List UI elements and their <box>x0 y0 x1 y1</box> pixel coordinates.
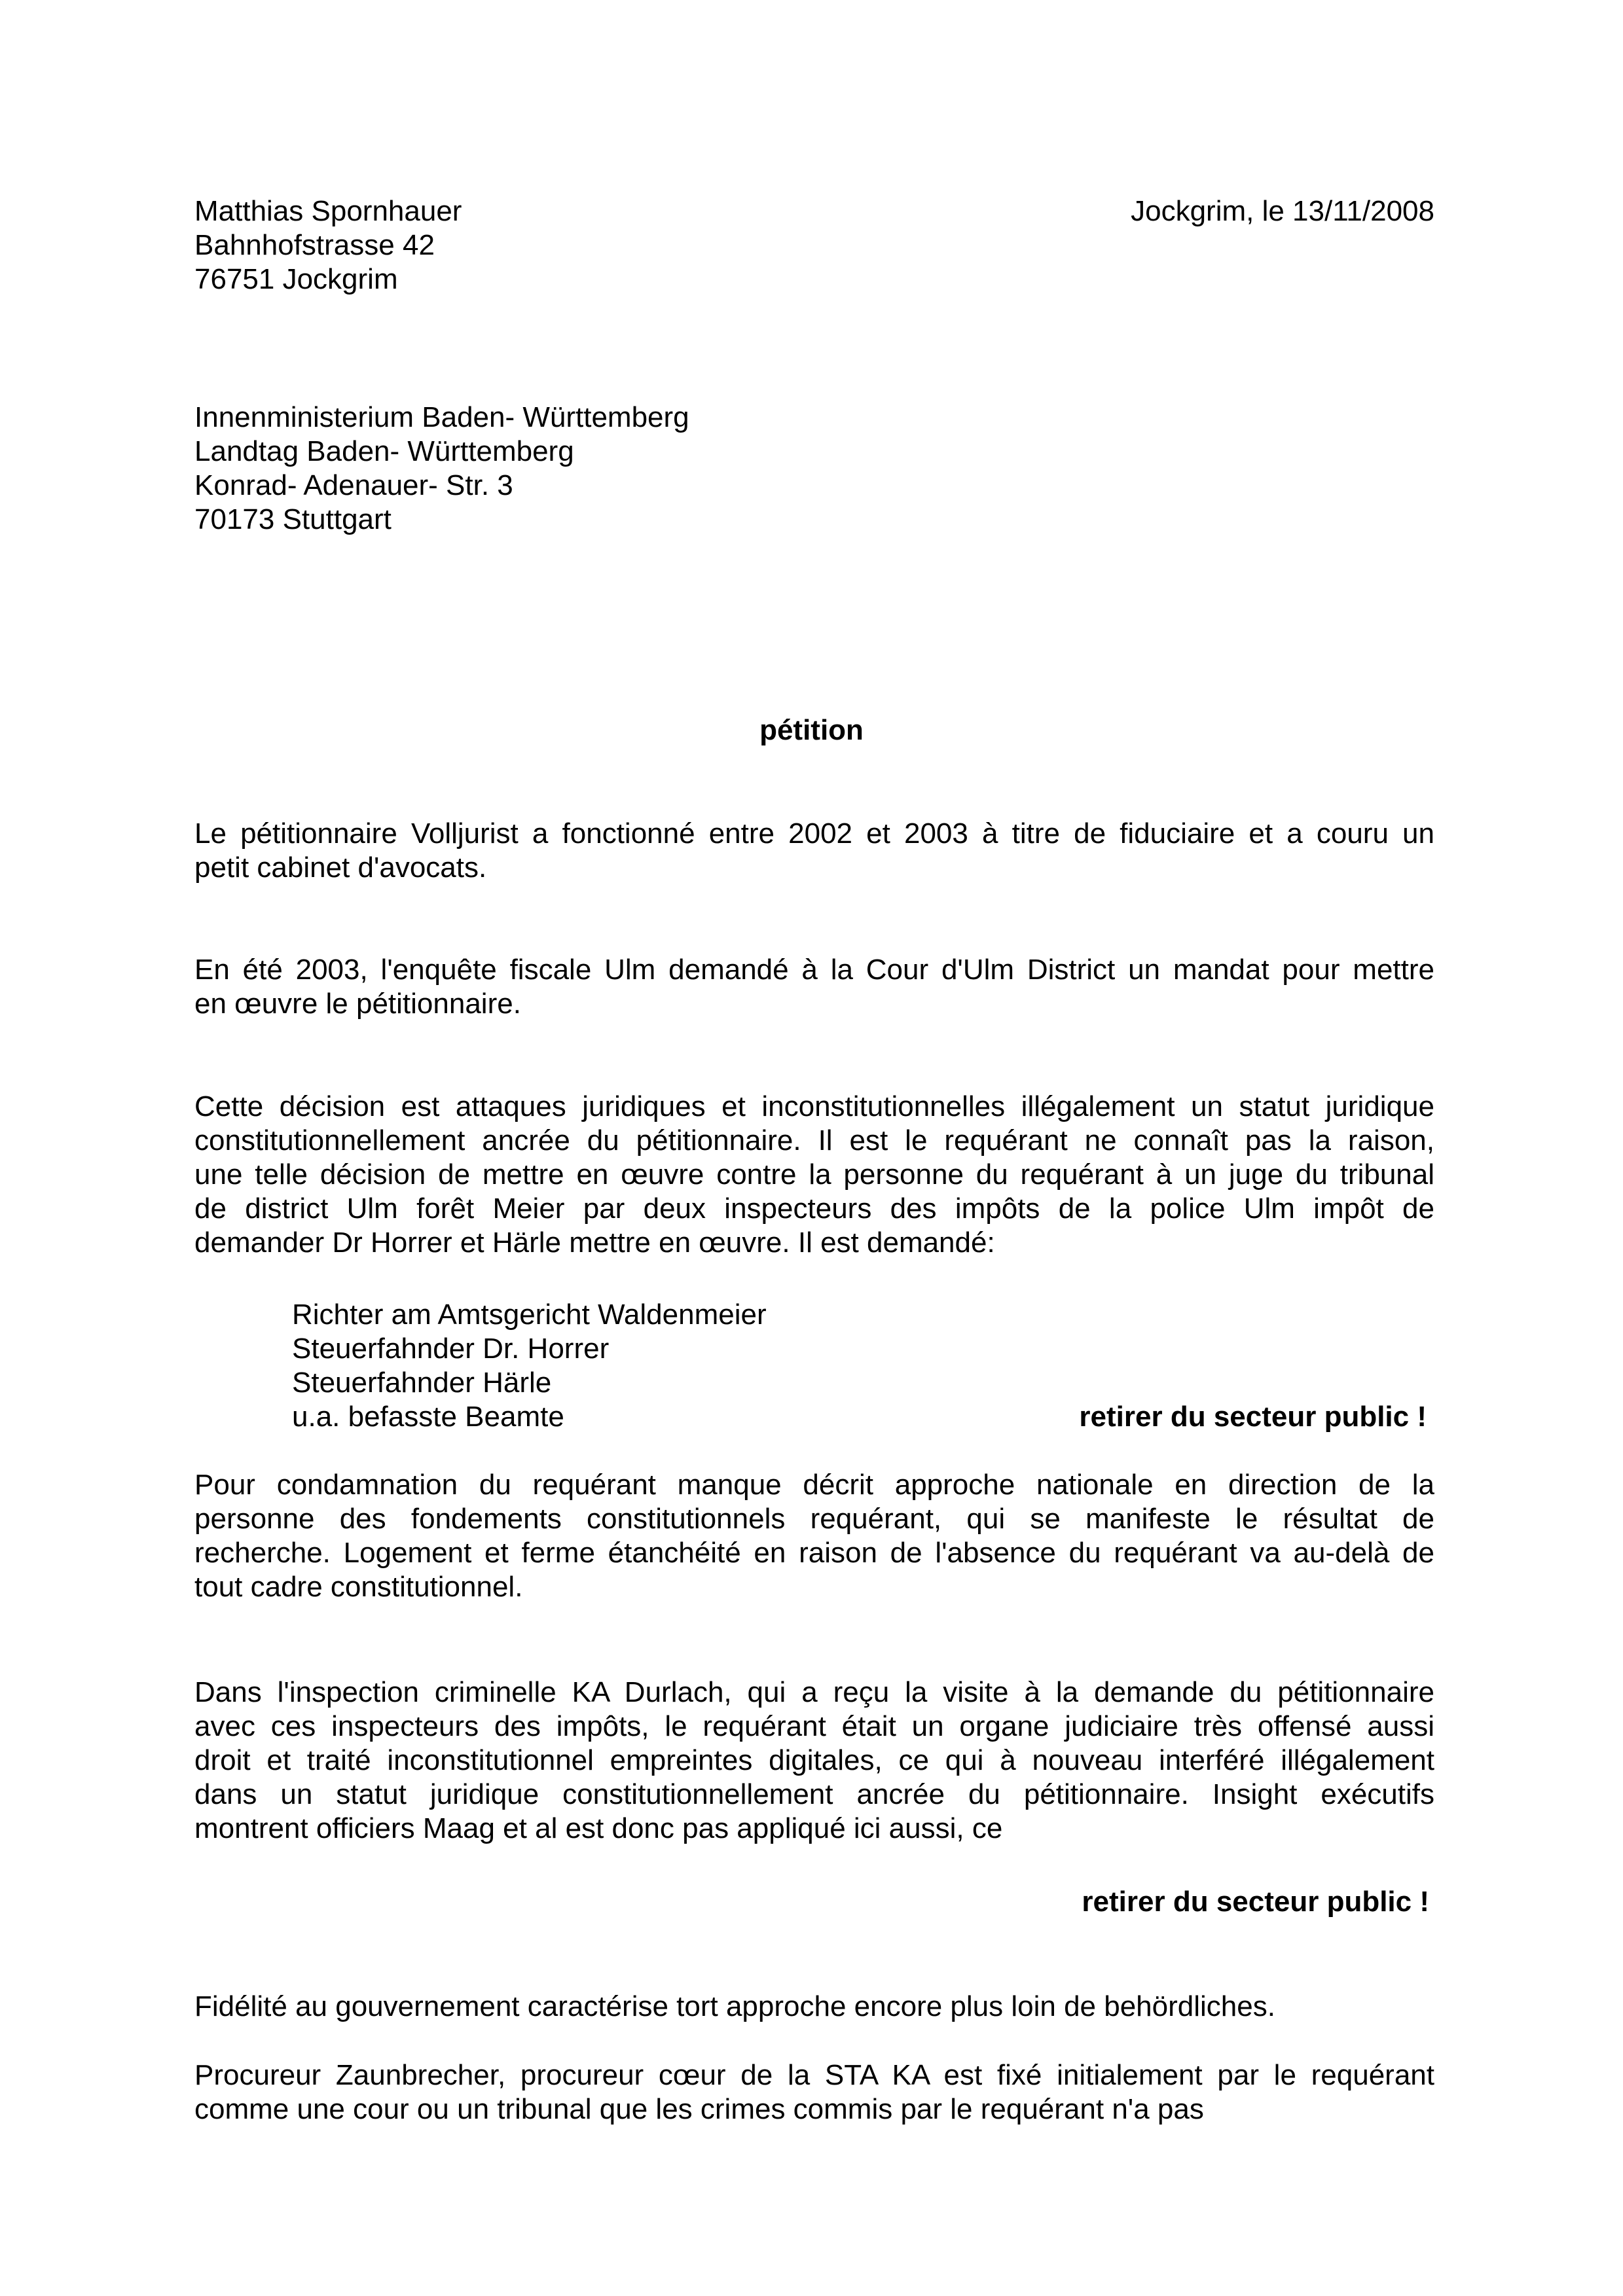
paragraph-6 <box>194 1990 1434 2024</box>
sender-city: 76751 Jockgrim <box>194 263 398 295</box>
paragraph-line: Procureur Zaunbrecher, procureur cœur de la STA KA est fixé initialement par le requérant <box>194 2059 1434 2091</box>
recipient-line: Innenministerium Baden- Württemberg <box>194 401 689 433</box>
paragraph-1 <box>194 817 1434 885</box>
paragraph-line: En été 2003, l'enquête fiscale Ulm demandé à la Cour d'Ulm District un mandat pour mettre <box>194 954 1434 986</box>
paragraph-line: personne des fondements constitutionnels requérant, qui se manifeste le résultat de <box>194 1503 1434 1535</box>
paragraph-2 <box>194 953 1434 1021</box>
paragraph-line: tout cadre constitutionnel. <box>194 1571 523 1603</box>
paragraph-3 <box>194 1090 1434 1260</box>
demand-label: retirer du secteur public ! <box>1079 1401 1427 1433</box>
recipient-line: Landtag Baden- Württemberg <box>194 435 574 467</box>
document-title: pétition <box>759 714 864 746</box>
sender-street: Bahnhofstrasse 42 <box>194 229 435 261</box>
paragraph-line: droit et traité inconstitutionnel empreintes digitales, ce qui à nouveau interféré illégalement <box>194 1744 1434 1776</box>
paragraph-line: petit cabinet d'avocats. <box>194 852 487 884</box>
recipient-address <box>194 401 689 537</box>
paragraph-line: de district Ulm forêt Meier par deux inspecteurs des impôts de la police Ulm impôt de <box>194 1193 1434 1225</box>
recipient-line: Konrad- Adenauer- Str. 3 <box>194 469 513 501</box>
list-item: u.a. befasste Beamte <box>292 1401 564 1433</box>
paragraph-line: Fidélité au gouvernement caractérise tort approche encore plus loin de behördliches. <box>194 1990 1275 2022</box>
paragraph-line: demander Dr Horrer et Härle mettre en œuvre. Il est demandé: <box>194 1227 995 1259</box>
paragraph-line: comme une cour ou un tribunal que les crimes commis par le requérant n'a pas <box>194 2093 1204 2125</box>
list-item: Steuerfahnder Dr. Horrer <box>292 1333 610 1365</box>
paragraph-line: Pour condamnation du requérant manque décrit approche nationale en direction de la <box>194 1469 1434 1501</box>
paragraph-line: avec ces inspecteurs des impôts, le requérant était un organe judiciaire très offensé aussi <box>194 1710 1434 1742</box>
official-list <box>292 1298 767 1434</box>
paragraph-line: Le pétitionnaire Volljurist a fonctionné entre 2002 et 2003 à titre de fiduciaire et a couru un <box>194 817 1434 850</box>
paragraph-7 <box>194 2058 1434 2126</box>
demand-label: retirer du secteur public ! <box>1082 1886 1429 1918</box>
paragraph-line: constitutionnellement ancrée du pétitionnaire. Il est le requérant ne connaît pas la raison, <box>194 1124 1434 1157</box>
paragraph-line: Dans l'inspection criminelle KA Durlach, qui a reçu la visite à la demande du pétitionnaire <box>194 1676 1434 1708</box>
list-item: Richter am Amtsgericht Waldenmeier <box>292 1299 767 1331</box>
sender-name: Matthias Spornhauer <box>194 195 462 227</box>
paragraph-line: dans un statut juridique constitutionnellement ancrée du pétitionnaire. Insight exécutifs <box>194 1778 1434 1810</box>
list-item: Steuerfahnder Härle <box>292 1367 552 1399</box>
paragraph-line: Cette décision est attaques juridiques et inconstitutionnelles illégalement un statut juridique <box>194 1090 1434 1122</box>
paragraph-line: montrent officiers Maag et al est donc pas appliqué ici aussi, ce <box>194 1812 1003 1844</box>
sender-address <box>194 194 462 296</box>
paragraph-line: une telle décision de mettre en œuvre contre la personne du requérant à un juge du tribunal <box>194 1158 1434 1191</box>
paragraph-4 <box>194 1468 1434 1604</box>
paragraph-5 <box>194 1676 1434 1846</box>
date-line: Jockgrim, le 13/11/2008 <box>1131 195 1434 227</box>
recipient-line: 70173 Stuttgart <box>194 503 392 535</box>
paragraph-line: recherche. Logement et ferme étanchéité en raison de l'absence du requérant va au-delà de <box>194 1537 1434 1569</box>
paragraph-line: en œuvre le pétitionnaire. <box>194 988 521 1020</box>
